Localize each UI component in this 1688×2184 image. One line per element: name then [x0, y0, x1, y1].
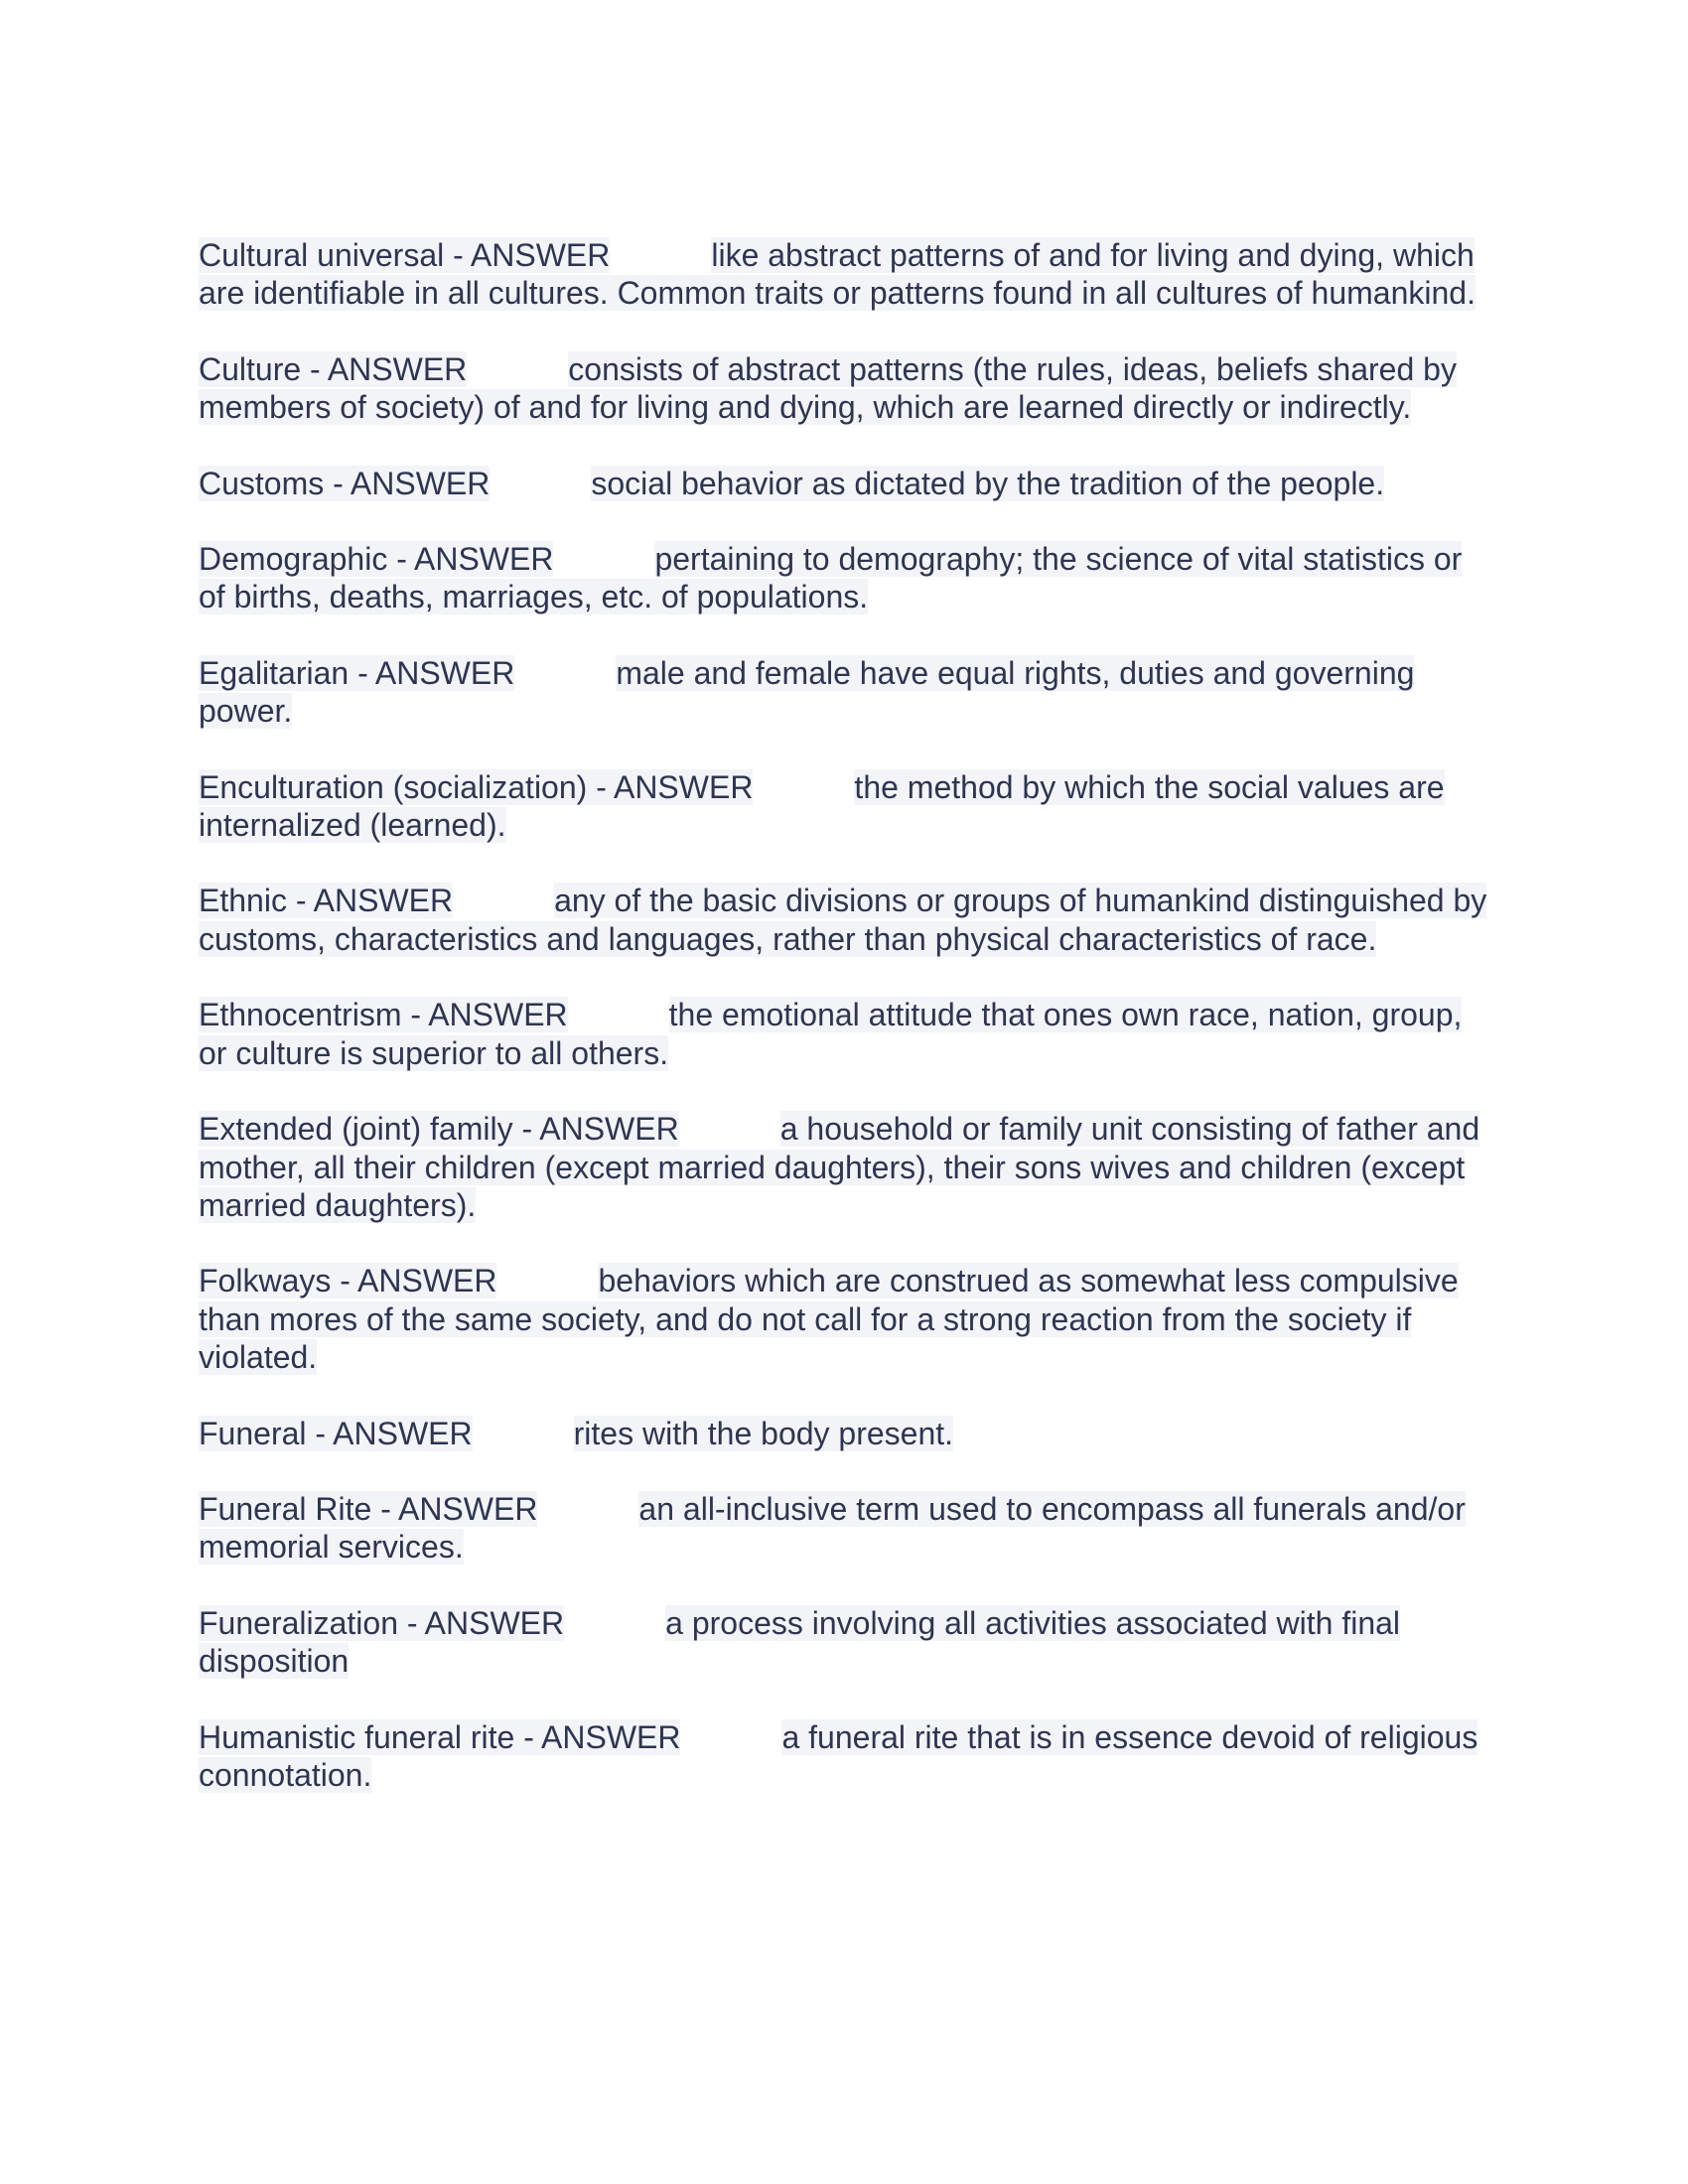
entry-term: Culture - ANSWER — [199, 350, 468, 387]
entry-term: Funeral - ANSWER — [199, 1415, 473, 1451]
entry-term: Cultural universal - ANSWER — [199, 237, 611, 273]
glossary-entry — [199, 654, 1489, 731]
entry-definition: rites with the body present. — [573, 1415, 954, 1451]
glossary-entry — [199, 1110, 1489, 1224]
entry-term: Enculturation (socialization) - ANSWER — [199, 768, 754, 805]
entry-term: Humanistic funeral rite - ANSWER — [199, 1718, 681, 1755]
entry-definition: a household or family unit consisting of father and mother, all their children (except married daughters), their sons wives and children (except married daughters). — [199, 1111, 1480, 1223]
entry-definition: social behavior as dictated by the tradition of the people. — [591, 465, 1385, 501]
entry-definition: behaviors which are construed as somewhat less compulsive than mores of the same society, and do not call for a strong reaction from the society if violated. — [199, 1263, 1459, 1376]
glossary-entry — [199, 996, 1489, 1072]
glossary-entry — [199, 350, 1489, 427]
entry-definition: the method by which the social values are internalized (learned). — [199, 768, 1445, 844]
glossary-entry — [199, 1415, 1489, 1452]
glossary-entry — [199, 1604, 1489, 1681]
glossary-entry — [199, 540, 1489, 616]
glossary-entry — [199, 465, 1489, 502]
entry-term: Customs - ANSWER — [199, 465, 491, 501]
entry-term: Extended (joint) family - ANSWER — [199, 1111, 679, 1148]
entry-term: Funeral Rite - ANSWER — [199, 1490, 538, 1527]
entry-definition: male and female have equal rights, duties and governing power. — [199, 654, 1415, 730]
entry-definition: consists of abstract patterns (the rules, ideas, beliefs shared by members of society) of and for living and dying, which are learned directly or indirectly. — [199, 350, 1457, 426]
entry-term: Egalitarian - ANSWER — [199, 654, 515, 691]
glossary-list — [199, 236, 1489, 1832]
glossary-entry — [199, 1718, 1489, 1795]
entry-definition: a process involving all activities associated with final disposition — [199, 1604, 1401, 1680]
entry-term: Ethnocentrism - ANSWER — [199, 997, 568, 1033]
entry-term: Folkways - ANSWER — [199, 1263, 497, 1299]
entry-definition: a funeral rite that is in essence devoid of religious connotation. — [199, 1718, 1478, 1793]
entry-definition: any of the basic divisions or groups of humankind distinguished by customs, characteristics and languages, rather than physical characteristics of race. — [199, 883, 1487, 957]
glossary-entry — [199, 768, 1489, 845]
entry-definition: the emotional attitude that ones own race, nation, group, or culture is superior to all others. — [199, 997, 1463, 1071]
glossary-entry — [199, 1490, 1489, 1567]
entry-definition: like abstract patterns of and for living and dying, which are identifiable in all cultures. Common traits or patterns found in all cultures of humankind. — [199, 237, 1476, 312]
glossary-entry — [199, 882, 1489, 958]
glossary-entry — [199, 236, 1489, 313]
entry-term: Funeralization - ANSWER — [199, 1604, 565, 1641]
entry-term: Demographic - ANSWER — [199, 541, 554, 578]
entry-definition: pertaining to demography; the science of vital statistics or of births, deaths, marriages, etc. of populations. — [199, 541, 1463, 615]
entry-term: Ethnic - ANSWER — [199, 883, 454, 919]
entry-definition: an all-inclusive term used to encompass all funerals and/or memorial services. — [199, 1490, 1466, 1566]
glossary-entry — [199, 1262, 1489, 1376]
